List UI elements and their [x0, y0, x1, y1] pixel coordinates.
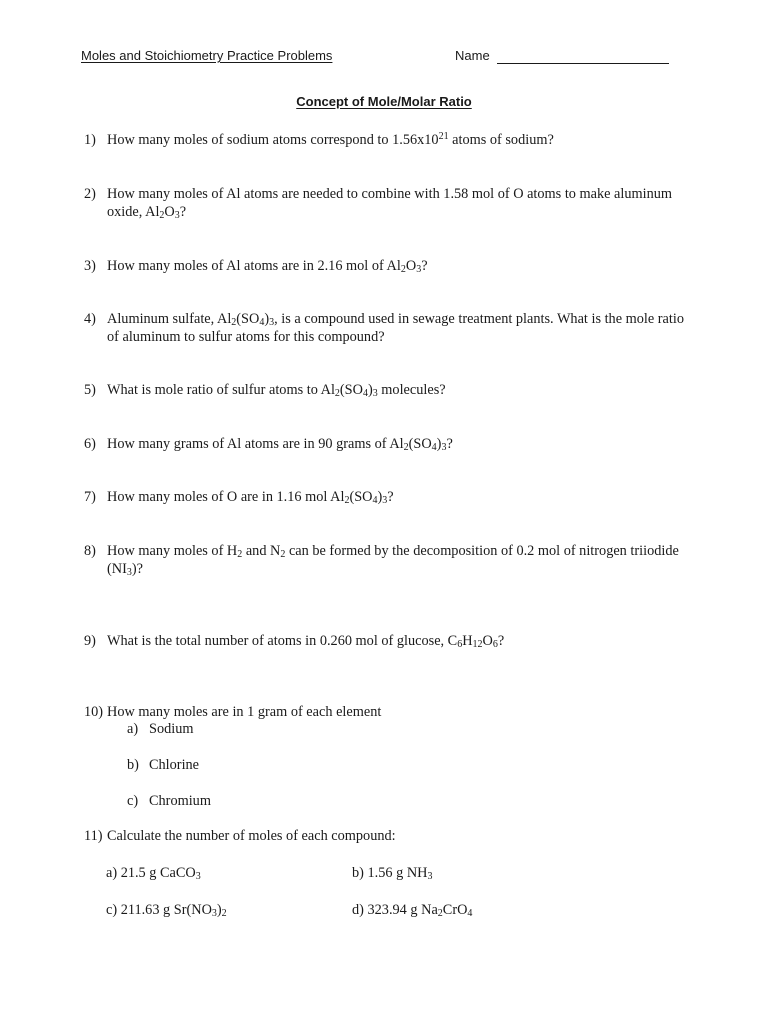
part-text: 323.94 g $Na_2CrO_4$	[367, 902, 473, 919]
part-label: b)	[352, 865, 364, 881]
question-text: How many grams of Al atoms are in 90 grams of $Al_2(SO_4)_3$?	[107, 436, 453, 453]
question-9	[84, 632, 684, 650]
part-label: c)	[127, 793, 139, 809]
part-text: Sodium	[149, 721, 194, 737]
q10-part-a	[127, 720, 194, 738]
question-7	[84, 488, 684, 506]
question-text: What is mole ratio of sulfur atoms to $Al_2(SO_4)_3$ molecules?	[107, 382, 446, 399]
worksheet-title: Moles and Stoichiometry Practice Problems	[81, 48, 333, 63]
part-text: 21.5 g CaCO$_3$	[120, 865, 201, 882]
question-number: 5)	[84, 382, 96, 398]
part-label: d)	[352, 902, 364, 918]
question-3	[84, 257, 684, 275]
question-number: 11)	[84, 828, 103, 844]
question-2	[84, 185, 684, 221]
question-number: 3)	[84, 258, 96, 274]
part-text: 1.56 g $NH_3$	[367, 865, 433, 882]
part-text: 211.63 g $Sr(NO_3)_2$	[120, 902, 227, 919]
q10-part-c	[127, 792, 211, 810]
question-number: 2)	[84, 186, 96, 202]
question-number: 9)	[84, 633, 96, 649]
question-text: How many moles of Al atoms are needed to combine with 1.58 mol of O atoms to make aluminum oxide, $Al_2O_3$?	[107, 186, 673, 221]
question-8	[84, 542, 684, 578]
question-text: How many moles of $H_2$ and $N_2$ can be formed by the decomposition of 0.2 mol of nitrogen triiodide $(NI_3)$?	[107, 543, 679, 578]
part-text: Chlorine	[149, 757, 200, 773]
question-5	[84, 381, 684, 399]
question-number: 6)	[84, 436, 96, 452]
question-text: How many moles of O are in 1.16 mol $Al_2(SO_4)_3$?	[107, 489, 394, 506]
question-number: 8)	[84, 543, 96, 559]
question-text: Calculate the number of moles of each compound:	[107, 828, 396, 844]
question-4	[84, 310, 684, 346]
question-1	[84, 131, 684, 149]
q11-part-b	[352, 864, 432, 882]
q11-part-d	[352, 901, 472, 919]
question-text: How many moles of Al atoms are in 2.16 mol of $Al_2O_3$?	[107, 258, 428, 275]
part-label: c)	[106, 902, 118, 918]
question-number: 4)	[84, 311, 96, 327]
question-number: 1)	[84, 132, 96, 148]
part-label: b)	[127, 757, 139, 773]
question-text: How many moles are in 1 gram of each element	[107, 704, 382, 720]
part-label: a)	[106, 865, 118, 881]
q11-part-a	[106, 864, 201, 882]
part-text: Chromium	[149, 793, 211, 809]
q10-part-b	[127, 756, 199, 774]
name-label: Name	[455, 48, 490, 63]
question-6	[84, 435, 684, 453]
q11-part-c	[106, 901, 227, 919]
question-number: 7)	[84, 489, 96, 505]
question-text: What is the total number of atoms in 0.260 mol of glucose, $C_6H_{12}O_6$?	[107, 633, 505, 650]
question-number: 10)	[84, 704, 104, 720]
question-11	[84, 827, 684, 845]
question-10	[84, 703, 684, 721]
section-heading: Concept of Mole/Molar Ratio	[296, 94, 472, 109]
question-text: How many moles of sodium atoms correspond to $1.56x10^{21}$ atoms of sodium?	[107, 131, 554, 148]
part-label: a)	[127, 721, 139, 737]
name-blank-line	[497, 63, 669, 64]
question-text: Aluminum sulfate, $Al_2(SO_4)_3$, is a compound used in sewage treatment plants. What is the mole ratio of aluminum to sulfur atoms for this compound?	[107, 311, 684, 345]
